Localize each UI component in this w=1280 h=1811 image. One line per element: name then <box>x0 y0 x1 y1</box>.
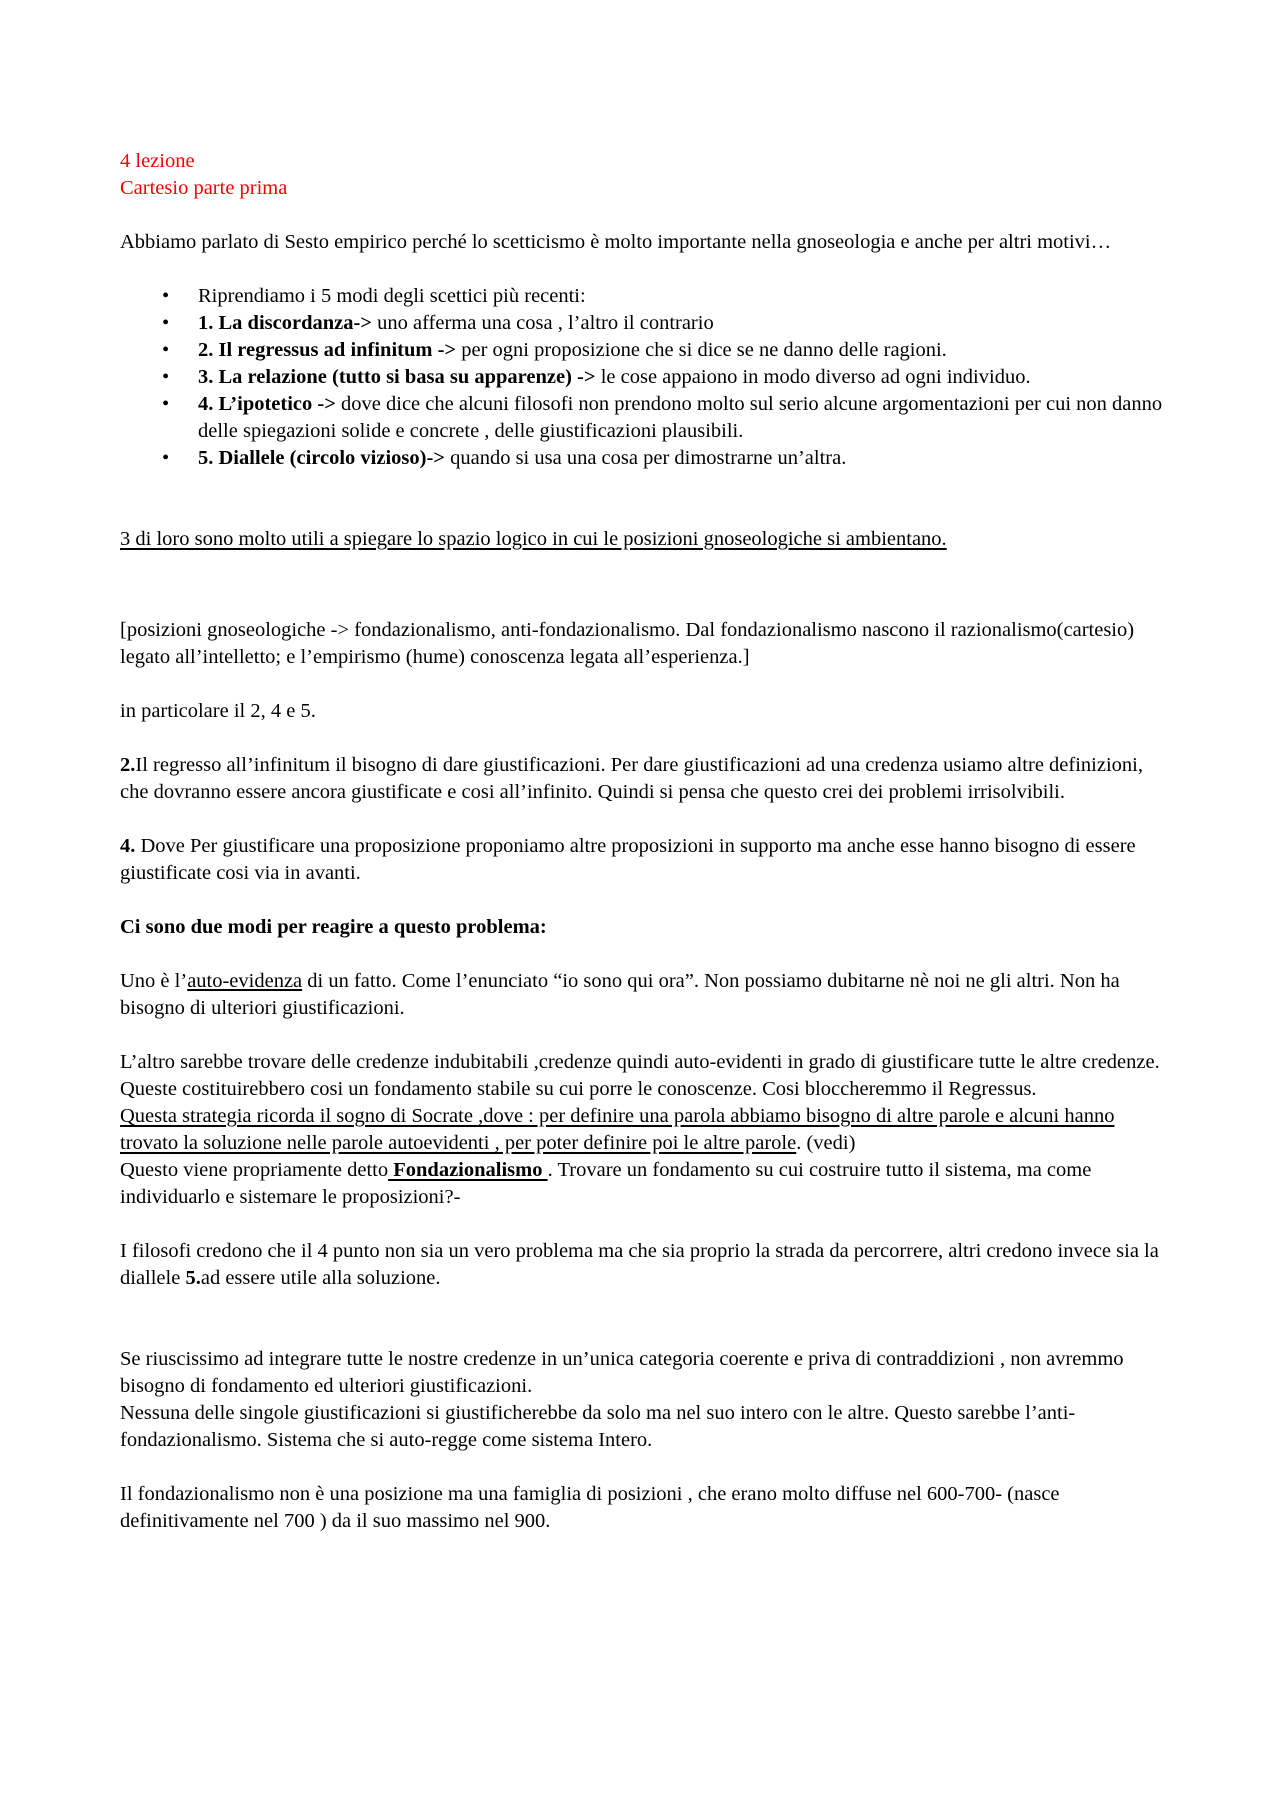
skeptic-modes-list <box>120 283 1170 472</box>
lesson-number: 4 lezione <box>120 150 195 172</box>
fondazionalismo-paragraph: Questo viene propriamente detto Fondazionalismo . Trovare un fondamento su cui costruire tutto il sistema, ma come individuarlo e sistemare le proposizioni?- <box>120 1159 1092 1208</box>
list-item: • 3. La relazione (tutto si basa su apparenze) -> le cose appaiono in modo diverso ad ogni individuo. <box>120 364 1170 391</box>
underlined-statement: 3 di loro sono molto utili a spiegare lo spazio logico in cui le posizioni gnoseologiche si ambientano. <box>120 528 947 550</box>
intro-paragraph: Abbiamo parlato di Sesto empirico perché lo scetticismo è molto importante nella gnoseologia e anche per altri motivi… <box>120 231 1112 253</box>
list-item: • 1. La discordanza-> uno afferma una cosa , l’altro il contrario <box>120 310 1170 337</box>
altro-paragraph: L’altro sarebbe trovare delle credenze indubitabili ,credenze quindi auto-evidenti in grado di giustificare tutte le altre credenze. Queste costituirebbero cosi un fondamento stabile su cui porre le conoscenze. Cosi bloccheremmo il Regressus. <box>120 1051 1160 1100</box>
list-item: • 4. L’ipotetico -> dove dice che alcuni filosofi non prendono molto sul serio alcune argomentazioni per cui non danno delle spiegazioni solide e concrete , delle giustificazioni plausibili. <box>162 393 1163 442</box>
point-2-paragraph: 2.Il regresso all’infinitum il bisogno di dare giustificazioni. Per dare giustificazioni ad una credenza usiamo altre definizioni, che dovranno essere ancora giustificate e cosi all’infinito. Quindi si pensa che questo crei dei problemi irrisolvibili. <box>120 754 1143 803</box>
lesson-title: Cartesio parte prima <box>120 177 288 199</box>
final-paragraph: Il fondazionalismo non è una posizione ma una famiglia di posizioni , che erano molto diffuse nel 600-700- (nasce definitivamente nel 700 ) da il suo massimo nel 900. <box>120 1483 1060 1532</box>
document-page <box>120 148 1170 1535</box>
bullet-icon: • <box>162 447 170 469</box>
auto-evidenza-paragraph: Uno è l’auto-evidenza di un fatto. Come l’enunciato “io sono qui ora”. Non possiamo dubitarne nè noi ne gli altri. Non ha bisogno di ulteriori giustificazioni. <box>120 970 1120 1019</box>
point-4-paragraph: 4. Dove Per giustificare una proposizione proponiamo altre proposizioni in supporto ma anche esse hanno bisogno di essere giustificate cosi via in avanti. <box>120 835 1136 884</box>
bullet-icon: • <box>162 366 170 388</box>
fondazionalismo-term: Fondazionalismo <box>388 1159 548 1181</box>
list-item: • Riprendiamo i 5 modi degli scettici più recenti: <box>120 283 1170 310</box>
bullet-icon: • <box>162 339 170 361</box>
bullet-icon: • <box>162 393 170 415</box>
bullet-icon: • <box>162 285 170 307</box>
anti-fondazionalismo-paragraph: Nessuna delle singole giustificazioni si giustificherebbe da solo ma nel suo intero con le altre. Questo sarebbe l’anti-fondazionalismo. Sistema che si auto-regge come sistema Intero. <box>120 1402 1076 1451</box>
bullet-icon: • <box>162 312 170 334</box>
auto-evidenza-term: auto-evidenza <box>187 970 303 992</box>
list-item: • 2. Il regressus ad infinitum -> per ogni proposizione che si dice se ne danno delle ragioni. <box>120 337 1170 364</box>
integrare-paragraph: Se riuscissimo ad integrare tutte le nostre credenze in un’unica categoria coerente e priva di contraddizioni , non avremmo bisogno di fondamento ed ulteriori giustificazioni. <box>120 1348 1124 1397</box>
section-heading: Ci sono due modi per reagire a questo problema: <box>120 916 547 938</box>
bracket-note: [posizioni gnoseologiche -> fondazionalismo, anti-fondazionalismo. Dal fondazionalismo nascono il razionalismo(cartesio) legato all’intelletto; e l’empirismo (hume) conoscenza legata all’esperienza.] <box>120 619 1135 668</box>
filosofi-paragraph: I filosofi credono che il 4 punto non sia un vero problema ma che sia proprio la strada da percorrere, altri credono invece sia la diallele 5.ad essere utile alla soluzione. <box>120 1240 1159 1289</box>
in-particolare: in particolare il 2, 4 e 5. <box>120 700 316 722</box>
list-item: • 5. Diallele (circolo vizioso)-> quando si usa una cosa per dimostrarne un’altra. <box>120 445 1170 472</box>
socrate-paragraph: Questa strategia ricorda il sogno di Socrate ,dove : per definire una parola abbiamo bisogno di altre parole e alcuni hanno trovato la soluzione nelle parole autoevidenti , per poter definire poi le altre parole. (vedi) <box>120 1105 1115 1154</box>
